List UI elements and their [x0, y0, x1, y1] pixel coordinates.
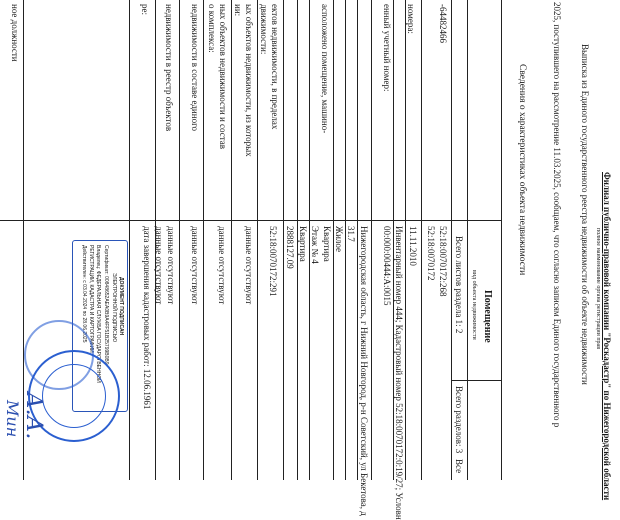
signature-name: Мин: [3, 400, 22, 438]
completion-date: дата завершения кадастровых работ: 12.06.1961: [142, 226, 152, 410]
label-row: ектов недвижимости, в пределах: [270, 4, 280, 130]
no-data-value: данные отсутствуют: [154, 226, 164, 305]
table-header-bottom: [451, 0, 452, 480]
row-divider: [179, 0, 180, 480]
stamp-line: Сертификат: 00848652AEA0B9A4FF51B25799B0B9: [103, 245, 109, 365]
label-row: ных объектов недвижимости и состав: [218, 4, 228, 150]
purpose: Жилое: [334, 226, 344, 252]
label-row: ии:: [233, 4, 243, 17]
row-divider: [129, 0, 130, 480]
label-row: недвижимости в составе единого: [190, 4, 200, 132]
no-data-value: данные отсутствуют: [166, 226, 176, 305]
seal-overlap-icon: [24, 320, 94, 390]
org-name: Филиал публично-правовой компании "Роскадастр" по Нижегородской области: [602, 172, 612, 501]
label-row: ых объектов недвижимости, из которых: [244, 4, 254, 157]
label-row: недвижимости в реестр объектов: [164, 4, 174, 132]
address: Нижегородская область, г Нижний Новгород, р-н Советский, ул Бекетова, д: [359, 226, 369, 516]
row-divider: [357, 0, 358, 480]
row-divider: [257, 0, 258, 480]
no-data-value: данные отсутствуют: [190, 226, 200, 305]
label-row: номера:: [406, 4, 416, 34]
header-line-3: 2025, поступившего на рассмотрение 11.03.2025, сообщаем, что согласно записям Единого государственного р: [552, 2, 562, 428]
sheet-info: Всего листов раздела 1: 2: [454, 236, 464, 334]
stamp-line: РЕГИСТРАЦИИ, КАДАСТРА И КАРТОГРАФИИ: [88, 245, 94, 353]
no-data-value: данные отсутствуют: [244, 226, 254, 305]
label-row: движимости:: [259, 4, 269, 55]
cadastral-number: 52:18:0070172:268: [438, 226, 448, 297]
label-row: о комплекса:: [207, 4, 217, 53]
no-data-value: данные отсутствуют: [217, 226, 227, 305]
label-row: асположено помещение, машино-: [320, 4, 330, 134]
conditional-number: 00:000:00444:А:0015: [382, 226, 392, 306]
sections-info: Всего разделов: 3: [454, 386, 464, 454]
org-caption: полное наименование органа регистрации прав: [595, 228, 601, 350]
row-divider: [371, 0, 372, 480]
sheets-total: Все: [454, 459, 464, 474]
header-divider: [452, 380, 502, 381]
previous-numbers: Инвентарный номер 444; Кадастровый номер 52:18:0070172:0:19/27; Условн: [394, 226, 404, 520]
floor: Этаж № 4: [310, 226, 320, 264]
row-divider: [203, 0, 204, 480]
object-title: Помещение: [482, 290, 493, 343]
row-divider: [231, 0, 232, 480]
assignment-date: 11.11.2010: [408, 226, 418, 266]
row-divider: [283, 0, 284, 480]
stamp-line: ЭЛЕКТРОННОЙ ПОДПИСЬЮ: [111, 273, 117, 343]
header-line-1: Выписка из Единого государственного реестра недвижимости об объекте недвижимости: [580, 44, 590, 385]
stamp-line: Владелец: ФЕДЕРАЛЬНАЯ СЛУЖБА ГОСУДАРСТВЕННОЙ: [95, 245, 101, 383]
label-row: енный учетный номер:: [382, 4, 392, 92]
quarter-number: 52:18:0070172: [426, 226, 436, 281]
table-top-border: [501, 0, 502, 480]
premise-type: Квартира: [298, 226, 308, 262]
table-left-divider: [0, 220, 502, 221]
label-row: ре:: [140, 4, 150, 15]
header-line-2: Сведения о характеристиках объекта недвижимости: [517, 64, 527, 276]
area-value: 31.7: [346, 226, 356, 242]
row-divider: [405, 0, 406, 480]
label-row: -64482466: [438, 4, 448, 43]
label-row: ное должности: [10, 4, 20, 62]
object-type: Квартира: [322, 226, 332, 262]
signature-initials: А.А.: [21, 392, 46, 440]
object-subtitle: вид объекта недвижимости: [471, 270, 477, 340]
row-divider: [421, 0, 422, 480]
cadastral-value: 2888127.09: [285, 226, 295, 269]
table-header-divider: [467, 0, 468, 480]
stamp-line: ДОКУМЕНТ ПОДПИСАН: [118, 277, 124, 336]
stamp-line: Действителен: с 03.04.2024 по 28.06.2025: [81, 245, 87, 343]
building-number: 52:18:0070172:291: [268, 226, 278, 297]
